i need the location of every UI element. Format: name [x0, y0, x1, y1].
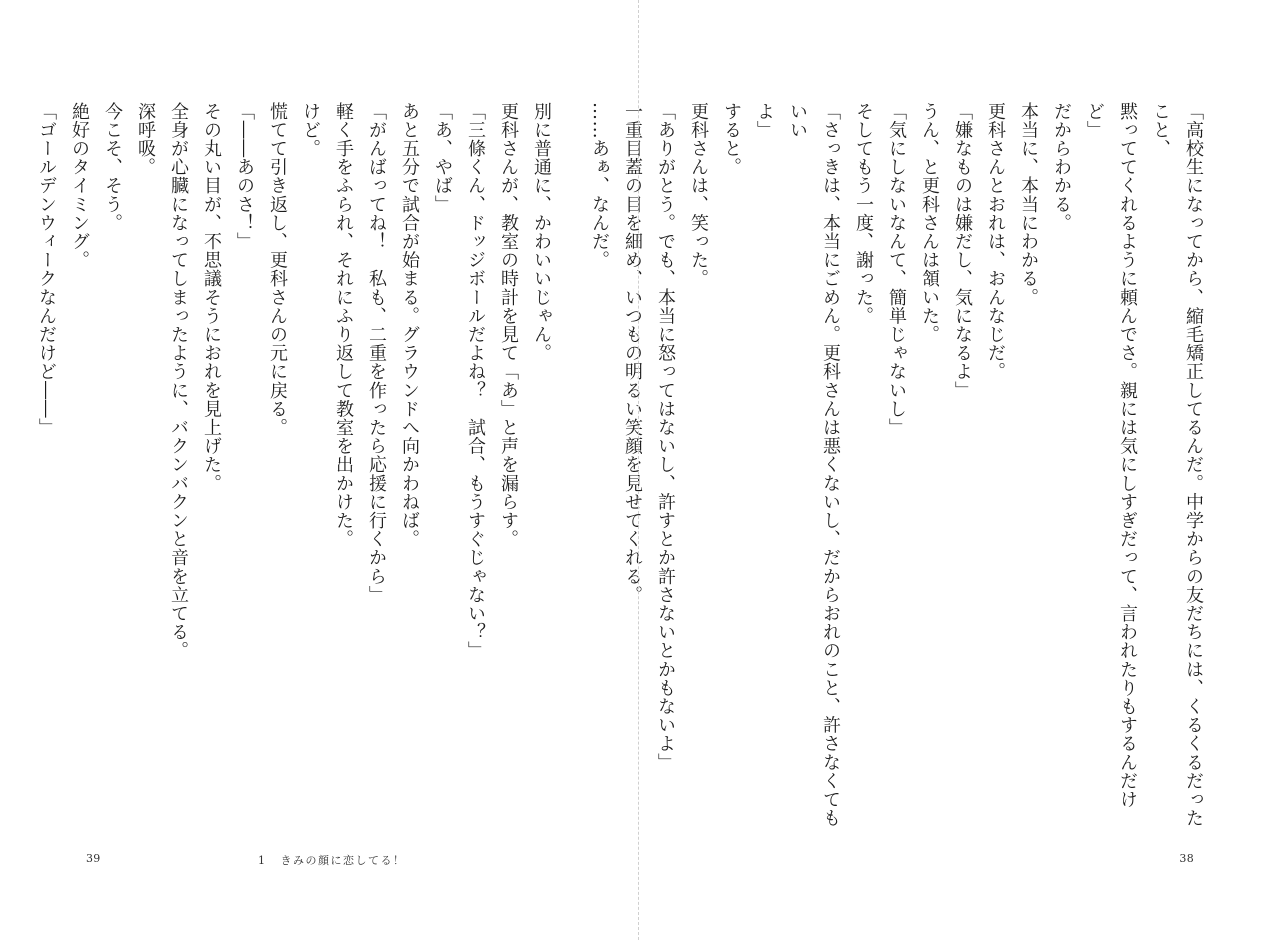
text-line: 「がんばってね！ 私も、二重を作ったら応援に行くから」	[366, 102, 387, 605]
page-38-body-text	[589, 102, 1210, 832]
text-line: 更科さんは、笑った。	[688, 102, 709, 288]
text-line: ……あぁ、なんだ。	[589, 102, 610, 270]
text-line: 軽く手をふられ、それにふり返して教室を出かけた。	[333, 102, 354, 549]
text-line: 全身が心臓になってしまったように、バクンバクンと音を立てる。	[168, 102, 189, 660]
text-line: 今こそ、そう。	[102, 102, 123, 233]
text-line: よ」	[754, 102, 775, 140]
text-line: 黙っててくれるように頼んでさ。親には気にしすぎだって、言われたりもするんだけど」	[1084, 102, 1138, 809]
text-line: 「気にしないなんて、簡単じゃないし」	[886, 102, 907, 437]
text-line: すると。	[721, 102, 742, 177]
text-line: 「さっきは、本当にごめん。更科さんは悪くないし、だからおれのこと、許さなくてもいい	[787, 102, 841, 828]
text-line: あと五分で試合が始まる。グラウンドへ向かわねば。	[399, 102, 420, 549]
page-38	[589, 0, 1280, 940]
page-number: 39	[86, 852, 101, 865]
text-line: 深呼吸。	[135, 102, 156, 177]
page-39-body-text	[36, 102, 558, 832]
chapter-title: きみの顔に恋してる！	[280, 854, 406, 867]
text-line: 慌てて引き返し、更科さんの元に戻る。	[267, 102, 288, 437]
text-line: 更科さんとおれは、おんなじだ。	[985, 102, 1006, 381]
text-line: 「――あのさ！」	[234, 102, 255, 251]
text-line: 「三條くん、ドッジボールだよね？ 試合、もうすぐじゃない？」	[465, 102, 486, 660]
text-line: そしてもう一度、謝った。	[853, 102, 874, 326]
text-line: 絶好のタイミング。	[69, 102, 90, 270]
text-line: 「高校生になってから、縮毛矯正してるんだ。中学からの友だちには、くるくるだったこと、	[1150, 102, 1204, 828]
page-number: 38	[1179, 852, 1194, 865]
running-head	[258, 852, 420, 868]
text-line: 「嫌なものは嫌だし、気になるよ」	[952, 102, 973, 400]
text-line: 本当に、本当にわかる。	[1018, 102, 1039, 307]
text-line: うん、と更科さんは頷いた。	[919, 102, 940, 344]
text-line: 一重目蓋の目を細め、いつもの明るい笑顔を見せてくれる。	[622, 102, 643, 605]
chapter-number: 1	[258, 854, 267, 867]
text-line: その丸い目が、不思議そうにおれを見上げた。	[201, 102, 222, 493]
text-line: 「ゴールデンウィークなんだけど――」	[36, 102, 57, 437]
text-line: だからわかる。	[1051, 102, 1072, 233]
text-line: 別に普通に、かわいいじゃん。	[531, 102, 552, 363]
text-line: けど。	[300, 102, 321, 158]
text-line: 更科さんが、教室の時計を見て「あ」と声を漏らす。	[498, 102, 519, 549]
text-line: 「ありがとう。でも、本当に怒ってはないし、許すとか許さないとかもないよ」	[655, 102, 676, 772]
text-line: 「あ、やば」	[432, 102, 453, 214]
